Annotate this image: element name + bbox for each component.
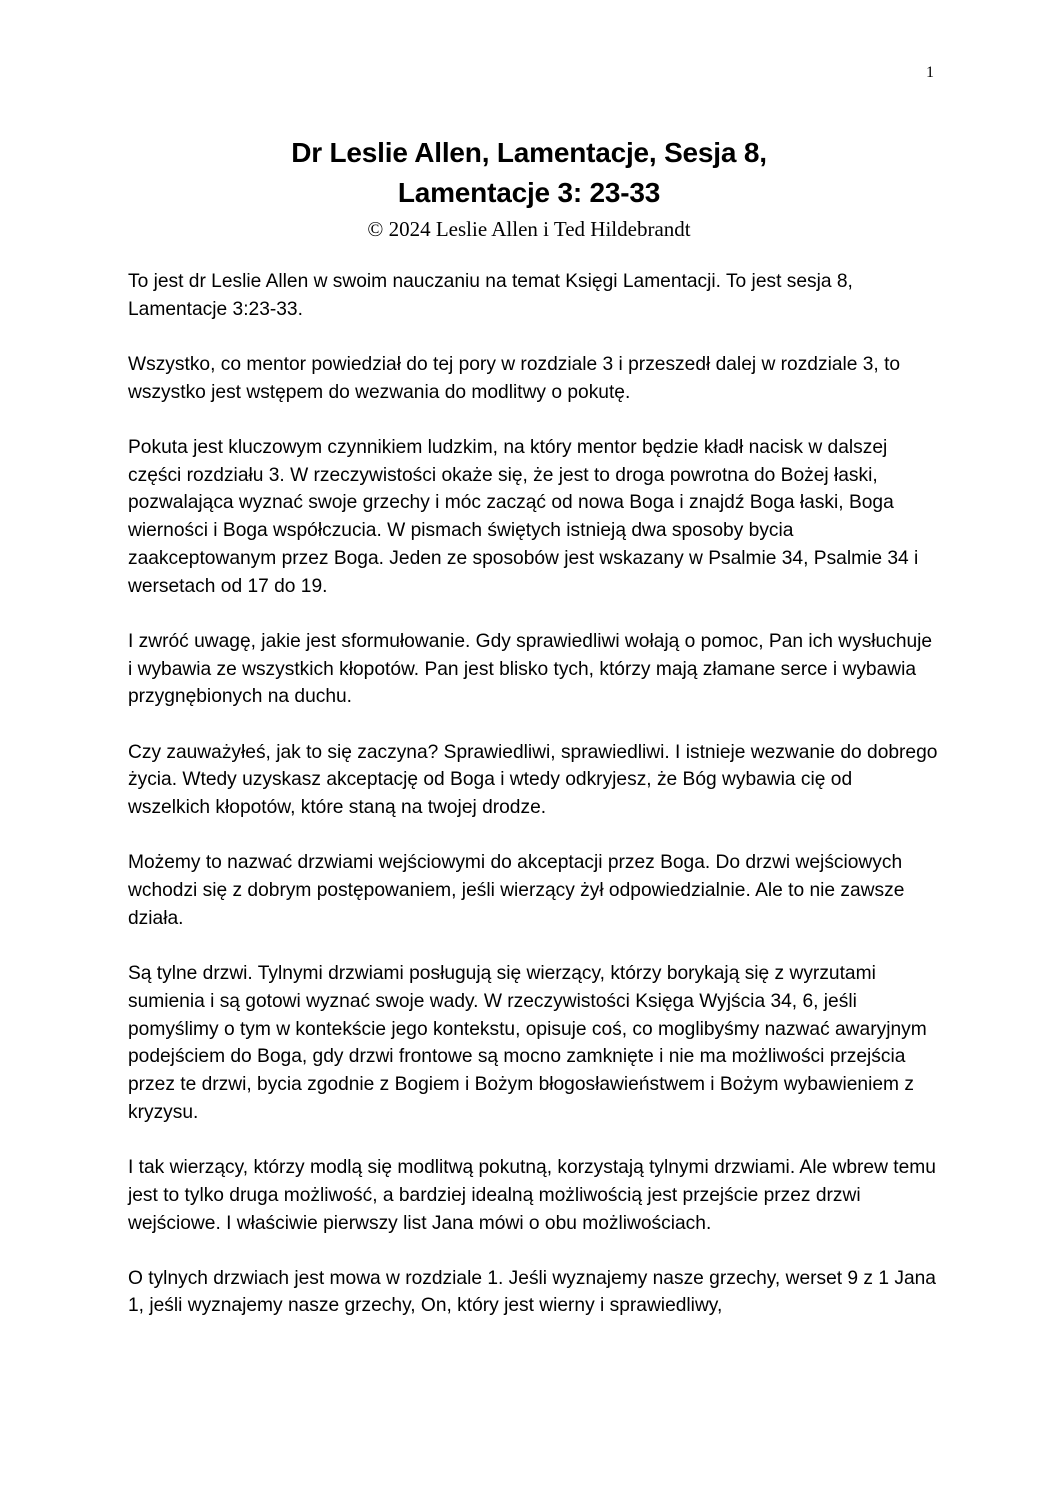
paragraph: To jest dr Leslie Allen w swoim nauczaniu na temat Księgi Lamentacji. To jest sesja 8, Lamentacje 3:23-33. [128,271,853,320]
paragraph: Pokuta jest kluczowym czynnikiem ludzkim, na który mentor będzie kładł nacisk w dalszej części rozdziału 3. W rzeczywistości okaże się, że jest to droga powrotna do Bożej łaski, pozwalająca wyznać swoje grzechy i móc zacząć od nowa Boga i znajdź Boga łaski, Boga wierności i Boga współczucia. W pismach świętych istnieją dwa sposoby bycia zaakceptowanym przez Boga. Jeden ze sposobów jest wskazany w Psalmie 34, Psalmie 34 i wersetach od 17 do 19. [128,436,919,597]
paragraph: Wszystko, co mentor powiedział do tej pory w rozdziale 3 i przeszedł dalej w rozdziale 3, to wszystko jest wstępem do wezwania do modlitwy o pokutę. [128,353,901,403]
body-text [128,268,938,1348]
paragraph: I zwróć uwagę, jakie jest sformułowanie. Gdy sprawiedliwi wołają o pomoc, Pan ich wysłuchuje i wybawia ze wszystkich kłopotów. Pan jest blisko tych, którzy mają złamane serce i wybawia przygnębionych na duchu. [128,630,933,708]
page-number: 1 [926,64,934,81]
paragraph: I tak wierzący, którzy modlą się modlitwą pokutną, korzystają tylnymi drzwiami. Ale wbrew temu jest to tylko druga możliwość, a bardziej idealną możliwością jest przejście przez drzwi wejściowe. I właściwie pierwszy list Jana mówi o obu możliwościach. [128,1157,936,1234]
paragraph: O tylnych drzwiach jest mowa w rozdziale 1. Jeśli wyznajemy nasze grzechy, werset 9 z 1 Jana 1, jeśli wyznajemy nasze grzechy, On, który jest wierny i sprawiedliwy, [128,1267,936,1317]
title-line-2: Lamentacje 3: 23-33 [397,177,661,208]
paragraph: Są tylne drzwi. Tylnymi drzwiami posługują się wierzący, którzy borykają się z wyrzutami sumienia i są gotowi wyznać swoje wady. W rzeczywistości Księga Wyjścia 34, 6, jeśli pomyślimy o tym w kontekście jego kontekstu, opisuje coś, co moglibyśmy nazwać awaryjnym podejściem do Boga, gdy drzwi frontowe są mocno zamknięte i nie ma możliwości przejścia przez te drzwi, bycia zgodnie z Bogiem i Bożym błogosławieństwem i Bożym wybawieniem z kryzysu. [128,962,927,1123]
paragraph: Czy zauważyłeś, jak to się zaczyna? Sprawiedliwi, sprawiedliwi. I istnieje wezwanie do dobrego życia. Wtedy uzyskasz akceptację od Boga i wtedy odkryjesz, że Bóg wybawia cię od wszelkich kłopotów, które staną na twojej drodze. [128,741,938,819]
title-line-1: Dr Leslie Allen, Lamentacje, Sesja 8, [291,137,767,168]
paragraph: Możemy to nazwać drzwiami wejściowymi do akceptacji przez Boga. Do drzwi wejściowych wchodzi się z dobrym postępowaniem, jeśli wierzący żył odpowiedzialnie. Ale to nie zawsze działa. [128,852,905,929]
copyright-notice: © 2024 Leslie Allen i Ted Hildebrandt [367,217,691,241]
title-block [0,133,1058,243]
